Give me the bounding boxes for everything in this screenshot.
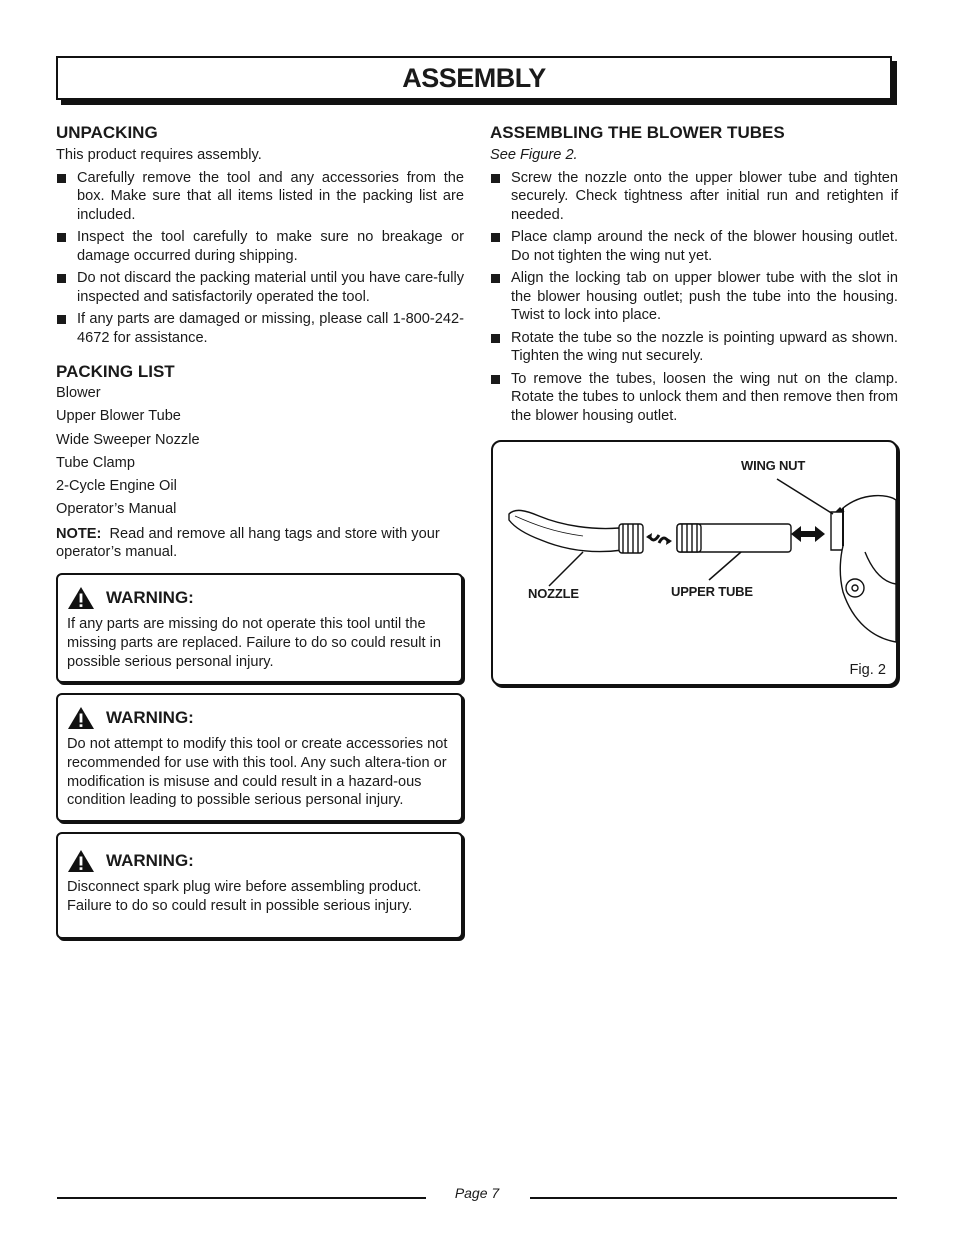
page-title: ASSEMBLY [402, 62, 546, 93]
packing-list-item: Upper Blower Tube [56, 408, 181, 425]
bullet-square-icon [57, 315, 66, 324]
bullet-square-icon [491, 375, 500, 384]
section-banner [56, 56, 892, 100]
unpacking-list [56, 169, 464, 348]
warning-text: Do not attempt to modify this tool or create accessories not recommended for use with this tool. Any such altera-tion or modification is misuse and could result in a hazard-ous condition leading to possible serious personal injury. [67, 736, 448, 809]
list-item: To remove the tubes, loosen the wing nut on the clamp. Rotate the tubes to unlock them and then remove then from the blower housing outlet. [490, 370, 898, 426]
nozzle-leader-line [549, 552, 583, 586]
push-arrow-icon [791, 526, 825, 542]
bullet-square-icon [57, 274, 66, 283]
page-footer [0, 1185, 954, 1205]
unpacking-intro: This product requires assembly. [56, 147, 262, 163]
packing-list-item: Tube Clamp [56, 454, 135, 471]
list-item: Carefully remove the tool and any accessories from the box. Make sure that all items listed in the packing list are included. [56, 169, 464, 225]
twist-arrow-icon [646, 533, 672, 545]
list-item: Align the locking tab on upper blower tube with the slot in the blower housing outlet; push the tube into the housing. Twist to lock into place. [490, 269, 898, 325]
packing-list-heading: PACKING LIST [56, 362, 175, 381]
assembling-list [490, 169, 898, 426]
note-text: Read and remove all hang tags and store with your operator’s manual. [56, 525, 440, 561]
nozzle-illustration [509, 510, 643, 553]
packing-list-item: Wide Sweeper Nozzle [56, 431, 200, 448]
figure-2 [491, 440, 898, 686]
warning-triangle-icon [67, 849, 95, 873]
warning-box [56, 693, 463, 822]
packing-list-item: Blower [56, 385, 101, 401]
warning-header [67, 846, 453, 876]
warning-triangle-icon [67, 586, 95, 610]
blower-tubes-illustration [493, 442, 896, 684]
wing-nut-label: WING NUT [741, 458, 806, 473]
warning-label: WARNING: [106, 851, 194, 870]
warning-box [56, 832, 463, 939]
warning-box [56, 573, 463, 683]
warning-text: Disconnect spark plug wire before assembling product. Failure to do so could result in possible serious injury. [67, 879, 422, 914]
note-label: NOTE: [56, 525, 102, 542]
list-item: Inspect the tool carefully to make sure no breakage or damage occurred during shipping. [56, 228, 464, 265]
bullet-square-icon [491, 274, 500, 283]
nozzle-label: NOZZLE [528, 586, 579, 601]
packing-note [56, 525, 464, 562]
bullet-square-icon [491, 233, 500, 242]
figure-reference: See Figure 2. [490, 147, 578, 163]
bullet-square-icon [491, 174, 500, 183]
unpacking-heading: UNPACKING [56, 123, 158, 142]
warning-triangle-icon [67, 706, 95, 730]
footer-rule-right [530, 1197, 897, 1199]
list-item: Screw the nozzle onto the upper blower tube and tighten securely. Check tightness after initial run and retighten if needed. [490, 169, 898, 225]
warning-label: WARNING: [106, 588, 194, 607]
list-item: Rotate the tube so the nozzle is pointing upward as shown. Tighten the wing nut securely. [490, 329, 898, 366]
figure-caption: Fig. 2 [849, 662, 886, 678]
assembling-heading: ASSEMBLING THE BLOWER TUBES [490, 123, 785, 142]
bullet-square-icon [57, 174, 66, 183]
packing-list-item: Operator’s Manual [56, 501, 177, 518]
right-column [490, 120, 898, 425]
blower-housing-illustration [831, 496, 896, 642]
warning-text: If any parts are missing do not operate this tool until the missing parts are replaced. Failure to do so could result in possible serious personal injury. [67, 616, 441, 670]
warning-header [67, 583, 453, 613]
warning-header [67, 703, 453, 733]
upper-tube-illustration [677, 524, 791, 552]
bullet-square-icon [491, 334, 500, 343]
left-column [56, 120, 464, 562]
page-number: Page 7 [454, 1185, 500, 1201]
list-item: Place clamp around the neck of the blower housing outlet. Do not tighten the wing nut yet. [490, 228, 898, 265]
bullet-square-icon [57, 233, 66, 242]
wing-nut-leader-line [777, 479, 833, 514]
list-item: Do not discard the packing material until you have care-fully inspected and satisfactorily operated the tool. [56, 269, 464, 306]
list-item: If any parts are damaged or missing, please call 1-800-242-4672 for assistance. [56, 310, 464, 347]
upper-tube-leader-line [709, 552, 741, 580]
upper-tube-label: UPPER TUBE [671, 584, 753, 599]
packing-list-item: 2-Cycle Engine Oil [56, 478, 177, 495]
warning-label: WARNING: [106, 708, 194, 727]
packing-list [56, 382, 464, 522]
